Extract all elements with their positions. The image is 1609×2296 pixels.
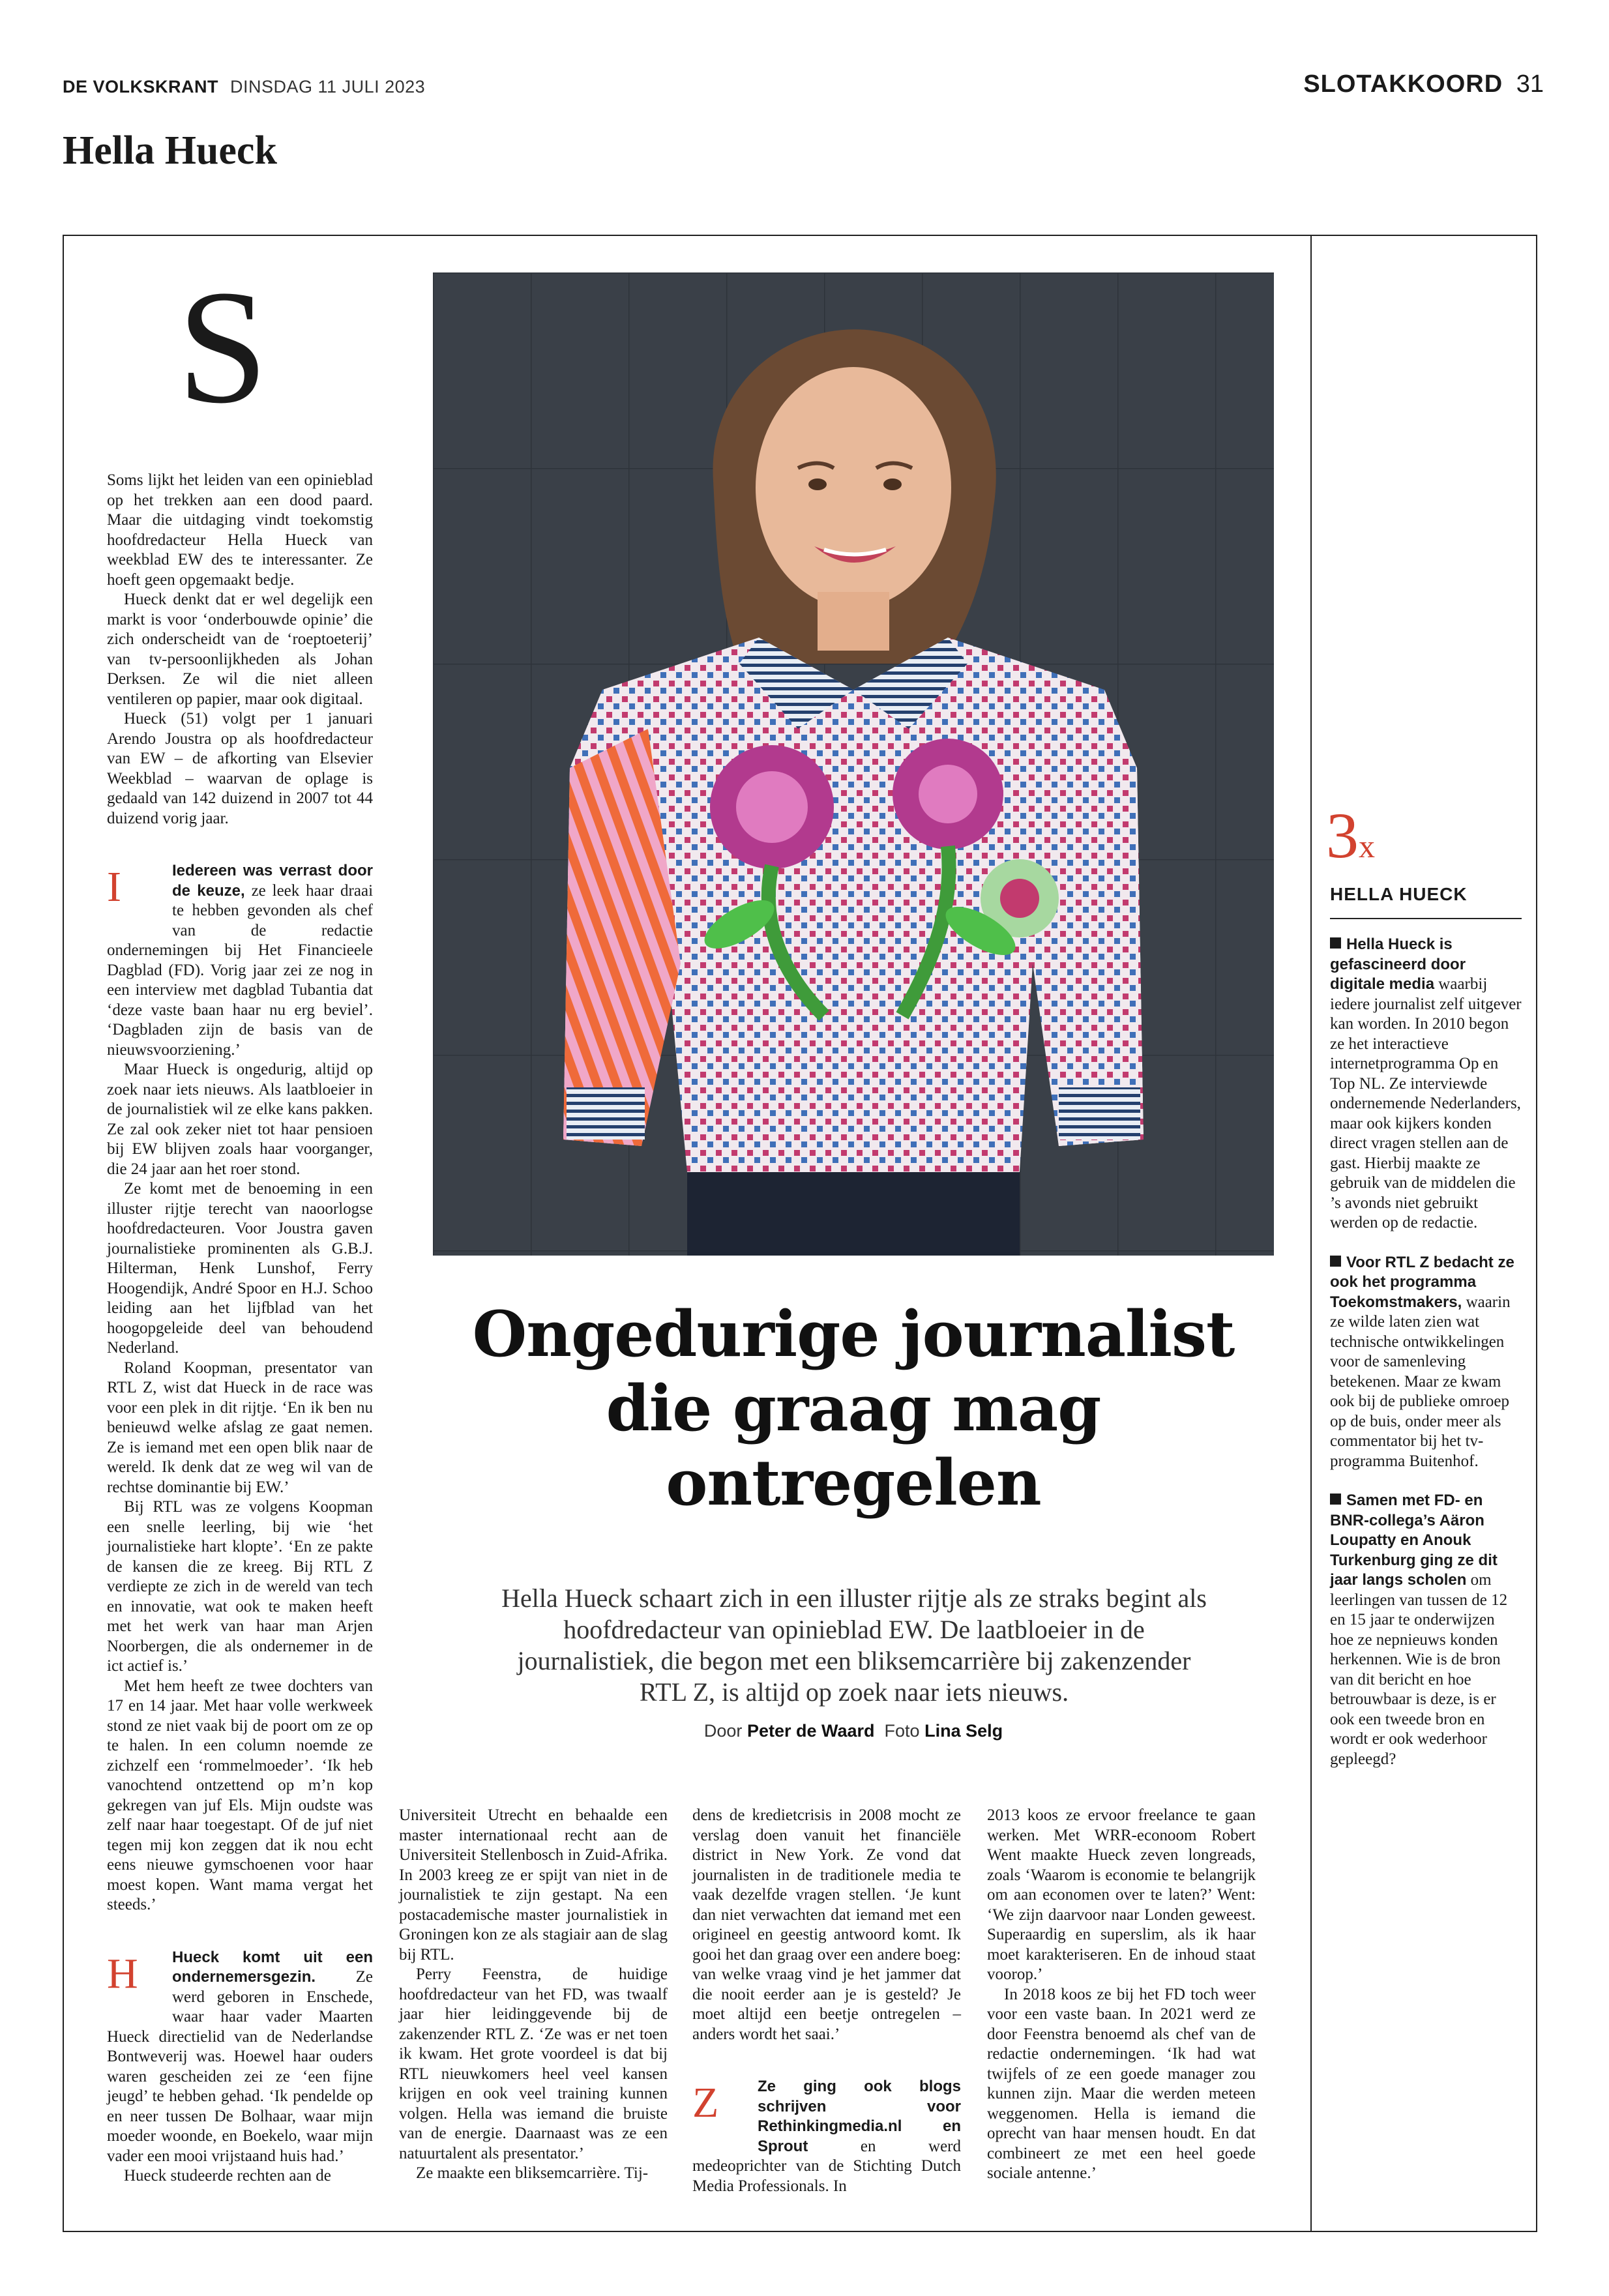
- sidebar-times: x: [1359, 828, 1375, 864]
- section-intro: [692, 2077, 961, 2196]
- paragraph: Hueck (51) volgt per 1 januari Arendo Joustra op als hoofdredacteur van EW – de afkorting van Elsevier Weekblad – waarvan de oplage is gedaald van 142 duizend in 2007 tot 44 duizend vorig jaar.: [107, 710, 373, 827]
- paragraph: dens de kredietcrisis in 2008 mocht ze verslag doen vanuit het financiële district in New York. Ze vond dat journalisten in de traditionele media te vaak dezelfde vragen stellen. ‘Je kunt dan niet verwachten dat iemand met een origineel en geestig antwoord komt. Ik gooi het dan graag over een andere boeg: van welke vraag vind je het jammer dat die nooit eerder aan je is gesteld? Je moet altijd een beetje ontregelen – anders wordt het saai.’: [692, 1806, 961, 2043]
- paragraph: Bij RTL was ze volgens Koopman een snelle leerling, bij wie ‘het journalistieke hart klopte’. ‘En ze pakte de kansen die ze kreeg. Bij RTL Z verdiepte ze zich in de wereld van tech en innovatie, wat ook te maken heeft met het werk van haar man Arjen Noorbergen, die als ondernemer in de ict actief is.’: [107, 1498, 373, 1675]
- byline: [433, 1721, 1274, 1741]
- paragraph: Ze komt met de benoeming in een illuster rijtje terecht van naoorlogse hoofdredacteuren. Voor Joustra gaven journalistieke prominenten als G.B.J. Hilterman, Henk Lunshof, Ferry Hoogendijk, André Spoor en H.J. Schoo leiding aan het lijfblad van het hoogopgeleide deel van behoudend Nederland.: [107, 1180, 373, 1357]
- paragraph: Met hem heeft ze twee dochters van 17 en 14 jaar. Met haar volle werkweek stond ze niet vaak bij de poort om ze op te halen. In een column noemde ze zichzelf een ‘rommelmoeder’. ‘Ik heb vanochtend ontzettend op m’n kop gekregen van juf Els. Mijn oudste was zelf naar haar toegestapt. Of de juf niet tegen mij kon zeggen dat ik nou echt eens nieuwe gymschoenen voor haar moest kopen. Want mama vergat het steeds.’: [107, 1677, 373, 1913]
- headline: Ongedurige journalist die graag mag ontregelen: [472, 1297, 1235, 1520]
- section-intro: [107, 861, 373, 1060]
- sidebar-title: HELLA HUECK: [1330, 884, 1468, 904]
- article-column-2: [399, 1806, 668, 2184]
- paragraph: Roland Koopman, presentator van RTL Z, wist dat Hueck in de race was voor een plek in dit rijtje. ‘En ik ben nu benieuwd welke afslag ze gaat nemen. Ze is iemand met een open blik naar de wereld. Ik denk dat ze weg wil van de rechtse dominantie bij EW.’: [107, 1359, 373, 1496]
- sidebar-item-text: waarbij iedere journalist zelf uitgever kan worden. In 2010 begon ze het interactieve internetprogramma Op en Top NL. Ze interviewde ondernemende Nederlanders, maar ook kijkers konden direct vragen stellen aan de gast. Hierbij maakte ze gebruik van de middelen die ’s avonds niet gebruikt werden op de redactie.: [1330, 975, 1522, 1231]
- paragraph-text: ze leek haar draai te hebben gevonden als chef van de redactie ondernemingen bij Het Financieele Dagblad (FD). Vorig jaar zei ze nog in een interview met dagblad Tubantia dat ‘deze vaste baan haar nu erg beviel’. ‘Dagbladen zijn de basis van de nieuwsvoorziening.’: [107, 881, 374, 1059]
- sidebar-item: [1330, 935, 1522, 1233]
- author-name: Peter de Waard: [746, 1721, 875, 1741]
- article-column-1: [107, 471, 373, 2186]
- paragraph: In 2018 koos ze bij het FD toch weer voor een vaste baan. In 2021 werd ze door Feenstra benoemd als chef van de redactie ondernemingen. ‘Ik had wat twijfels of ze een goede manager zou kunnen zijn. Maar die werden meteen weggenomen. Hella is iemand die oprecht van haar mensen houdt. En dat combineert ze met een heel goede sociale antenne.’: [987, 1985, 1256, 2182]
- section-lead: Iedereen was verrast door de keuze,: [172, 862, 373, 900]
- section-initial: H: [107, 1949, 138, 1997]
- article-column-4: [987, 1806, 1256, 2184]
- paragraph: Ze maakte een bliksemcarrière. Tij-: [416, 2164, 649, 2182]
- paragraph-text: Ze werd geboren in Enschede, waar haar vader Maarten Hueck directielid van de Nederlandse Bontweverij was. Hoewel haar ouders waren gescheiden zei ze ‘een fijne jeugd’ te hebben gehad. ‘Ik pendelde op en neer tussen De Bolhaar, waar mijn moeder woonde, en Boekelo, waar mijn vader een mooi vrijstaand huis had.’: [107, 1968, 373, 2165]
- section-lead: Hueck komt uit een ondernemersgezin.: [172, 1948, 373, 1986]
- sidebar-item-lead: Samen met FD- en BNR-collega’s Aäron Loupatty en Anouk Turkenburg ging ze dit jaar langs scholen: [1330, 1492, 1498, 1589]
- publication-name: DE VOLKSKRANT: [63, 77, 219, 96]
- sidebar-rule: [1330, 918, 1522, 919]
- paragraph: 2013 koos ze ervoor freelance te gaan werken. Met WRR-econoom Robert Went maakte Hueck zeven longreads, zoals ‘Waarom is economie te belangrijk om aan economen over te laten?’ Went: ‘We zijn daarvoor naar Londen geweest. Superaardig en superslim, als ik haar moet karakteriseren. En de inhoud staat voorop.’: [987, 1806, 1256, 1983]
- section-initial: I: [107, 863, 121, 911]
- sidebar-item-text: waarin ze wilde laten zien wat technische ontwikkelingen voor de samenleving betekenen. Maar ze kwam ook bij de publieke omroep op de buis, onder meer als commentator bij het tv-programma Buitenhof.: [1330, 1293, 1511, 1470]
- paragraph: Hueck denkt dat er wel degelijk een markt is voor ‘onderbouwde opinie’ die zich onderscheidt van de ‘roeptoeterij’ van tv-persoonlijkheden als Johan Derksen. Ze wil die niet alleen ventileren op papier, maar ook digitaal.: [107, 591, 373, 708]
- sidebar-number: [1326, 799, 1375, 879]
- article-column-3: [692, 1806, 961, 2196]
- portrait-illustration: [433, 272, 1274, 1256]
- section-lead: Ze ging ook blogs schrijven voor Rethinkingmedia.nl en Sprout: [758, 2078, 961, 2155]
- paragraph-text: en werd medeoprichter van de Stichting Dutch Media Professionals. In: [692, 2137, 961, 2195]
- masthead-left: [63, 77, 425, 97]
- bullet-square-icon: [1330, 1256, 1341, 1267]
- bullet-square-icon: [1330, 1494, 1341, 1505]
- paragraph: Soms lijkt het leiden van een opinieblad op het trekken aan een dood paard. Maar die uitdaging vindt toekomstig hoofdredacteur Hella Hueck van weekblad EW des te interessanter. Ze hoeft geen opgemaakt bedje.: [107, 471, 373, 589]
- sidebar-divider: [1310, 235, 1312, 2232]
- issue-date: DINSDAG 11 JULI 2023: [230, 77, 426, 96]
- paragraph: Hueck studeerde rechten aan de: [124, 2167, 331, 2185]
- sidebar-item: [1330, 1491, 1522, 1769]
- sidebar-count: 3: [1326, 799, 1359, 872]
- paragraph: Universiteit Utrecht en behaalde een master internationaal recht aan de Universiteit Stellenbosch in Zuid-Afrika. In 2003 kreeg ze er spijt van niet in de journalistiek te zijn gestapt. Na een postacademische master journalistiek in Groningen kon ze als stagiair aan de slag bij RTL.: [399, 1806, 668, 1964]
- section-initial: Z: [692, 2079, 719, 2127]
- page-title: Hella Hueck: [63, 128, 277, 173]
- section-name: SLOTAKKOORD: [1303, 70, 1503, 98]
- paragraph: Perry Feenstra, de huidige hoofdredacteur van het FD, was twaalf jaar hier leidinggevende bij de zakenzender RTL Z. ‘Ze was er net toen ik kwam. Het grote voordeel is dat bij RTL nieuwkomers heel veel kansen krijgen en ook veel training kunnen volgen. Hella was iemand die bruiste van de energie. Daarnaast was ze een natuurtalent als presentator.’: [399, 1965, 668, 2162]
- portrait-photo: [433, 272, 1274, 1256]
- sidebar-list: [1330, 935, 1522, 1789]
- sidebar-item-lead: Hella Hueck is gefascineerd door digitale media: [1330, 935, 1466, 993]
- paragraph: Maar Hueck is ongedurig, altijd op zoek naar iets nieuws. Als laatbloeier in de journalistiek wil ze elke kans pakken. Ze zal ook zeker niet tot haar pensioen bij EW blijven zoals haar voorganger, die 24 jaar aan het roer stond.: [107, 1061, 373, 1178]
- page-number: 31: [1516, 70, 1544, 98]
- sidebar-item: [1330, 1253, 1522, 1472]
- sidebar-item-text: om leerlingen van tussen de 12 en 15 jaar te onderwijzen hoe ze nepnieuws konden herkennen. Wie is de bron van dit bericht en hoe betrouwbaar is deze, is er ook een tweede bron en wordt er ook wederhoor gepleegd?: [1330, 1571, 1508, 1768]
- byline-foto-label: Foto: [884, 1721, 920, 1741]
- masthead-right: [1303, 70, 1544, 98]
- sidebar-item-lead: Voor RTL Z bedacht ze ook het programma Toekomstmakers,: [1330, 1253, 1514, 1311]
- article-dropcap: S: [177, 257, 269, 437]
- article-intro: Hella Hueck schaart zich in een illuster rijtje als ze straks begint als hoofdredacteur van opinieblad EW. De laatbloeier in de journalistiek, die begon met een bliksemcarrière bij zakenzender RTL Z, is altijd op zoek naar iets nieuws.: [501, 1583, 1207, 1707]
- byline-door-label: Door: [703, 1721, 743, 1741]
- photographer-name: Lina Selg: [924, 1721, 1003, 1741]
- section-intro: [107, 1948, 373, 2167]
- bullet-square-icon: [1330, 937, 1341, 949]
